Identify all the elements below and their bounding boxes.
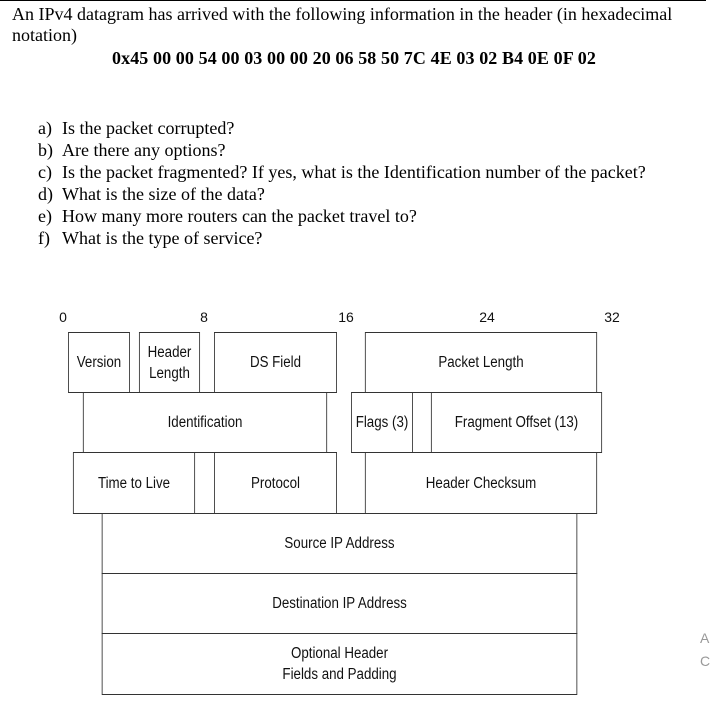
field-options: Optional Header Fields and Padding bbox=[102, 633, 578, 695]
field-identification: Identification bbox=[83, 392, 327, 453]
problem-intro: An IPv4 datagram has arrived with the following information in the header (in hexadecimal notation) bbox=[12, 4, 673, 45]
question-e: e) How many more routers can the packet travel to? bbox=[38, 206, 417, 226]
hex-header-dump: 0x45 00 00 54 00 03 00 00 20 06 58 50 7C 4E 03 02 B4 0E 0F 02 bbox=[112, 48, 596, 68]
field-flags: Flags (3) bbox=[351, 392, 413, 453]
top-rule bbox=[0, 0, 706, 1]
question-f: f) What is the type of service? bbox=[38, 228, 263, 248]
margin-mark-a: A bbox=[700, 630, 710, 646]
field-header-checksum: Header Checksum bbox=[365, 452, 597, 514]
bit-tick-24: 24 bbox=[479, 309, 495, 325]
ipv4-header-diagram bbox=[63, 332, 616, 695]
question-c: c) Is the packet fragmented? If yes, what is the Identification number of the packet? bbox=[38, 162, 646, 182]
question-d: d) What is the size of the data? bbox=[38, 184, 265, 204]
field-fragment-offset: Fragment Offset (13) bbox=[431, 392, 602, 453]
field-header-length: Header Length bbox=[139, 332, 200, 393]
question-list bbox=[38, 117, 648, 249]
question-a: a) Is the packet corrupted? bbox=[38, 118, 235, 138]
question-b: b) Are there any options? bbox=[38, 140, 226, 160]
field-ds: DS Field bbox=[214, 332, 337, 393]
field-packet-length: Packet Length bbox=[365, 332, 597, 393]
bit-tick-0: 0 bbox=[59, 309, 67, 325]
bit-tick-16: 16 bbox=[338, 309, 354, 325]
field-protocol: Protocol bbox=[214, 452, 337, 514]
bit-tick-32: 32 bbox=[604, 309, 620, 325]
field-ttl: Time to Live bbox=[73, 452, 195, 514]
field-source-ip: Source IP Address bbox=[102, 513, 578, 574]
bit-tick-8: 8 bbox=[200, 309, 208, 325]
field-version: Version bbox=[68, 332, 130, 393]
margin-mark-c: C bbox=[700, 653, 710, 669]
field-destination-ip: Destination IP Address bbox=[102, 573, 578, 634]
